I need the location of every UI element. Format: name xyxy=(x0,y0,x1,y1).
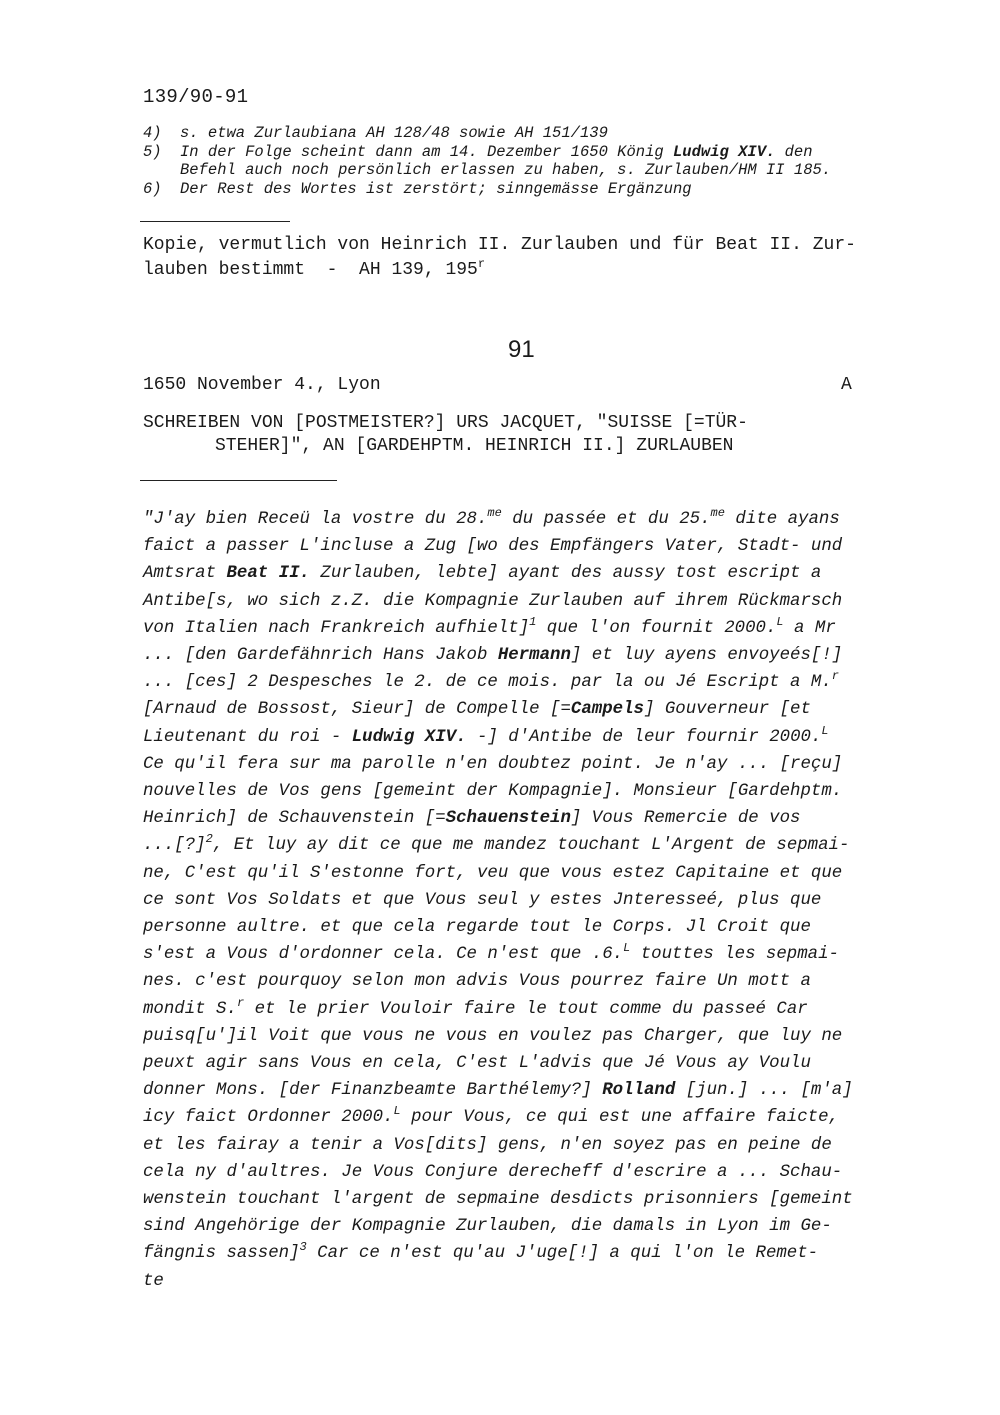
body-line xyxy=(143,1132,933,1159)
body-line xyxy=(143,696,933,723)
text-segment: nes. c'est pourquoy selon mon advis Vous pourrez faire Un mott a xyxy=(143,972,811,992)
source-line-2 xyxy=(143,258,856,283)
footnote-text: Befehl auch noch persönlich erlassen zu haben, s. Zurlauben/HM II 185. xyxy=(180,161,832,180)
body-line xyxy=(143,996,933,1023)
body-line xyxy=(143,1159,933,1186)
text-segment: personne aultre. et que cela regarde tout le Corps. Jl Croit que xyxy=(143,918,811,938)
superscript: me xyxy=(710,506,725,520)
body-line xyxy=(143,914,933,941)
body-line xyxy=(143,560,933,587)
body-line xyxy=(143,778,933,805)
body-line xyxy=(143,860,933,887)
body-line xyxy=(143,1213,933,1240)
body-line xyxy=(143,1268,933,1295)
text-segment: icy faict Ordonner 2000. xyxy=(143,1108,394,1128)
body-line xyxy=(143,1104,933,1131)
bold-name: Campels xyxy=(570,700,644,720)
body-line xyxy=(143,887,933,914)
body-line xyxy=(143,1240,933,1267)
footnote-number: 5) xyxy=(143,142,162,161)
body-line xyxy=(143,1050,933,1077)
text-segment: ...[?] xyxy=(143,836,206,856)
superscript: me xyxy=(487,506,502,520)
text-segment: cela ny d'aultres. Je Vous Conjure derecheff d'escrire a ... Schau- xyxy=(143,1162,843,1182)
superscript: r xyxy=(831,669,839,684)
text-segment: "J'ay bien Receü la vostre du 28. xyxy=(143,510,488,529)
body-line xyxy=(143,805,933,832)
superscript: L xyxy=(776,614,784,629)
text-segment: nouvelles de Vos gens [gemeint der Kompagnie]. Monsieur [Gardehptm. xyxy=(143,782,843,802)
body-line xyxy=(143,669,933,696)
heading-divider xyxy=(140,480,337,481)
body-line xyxy=(143,724,933,751)
text-segment: et le prier Vouloir faire le tout comme du passeé Car xyxy=(244,999,808,1019)
text-segment: ce sont Vos Soldats et que Vous seul y estes Jnteresseé, plus que xyxy=(143,890,822,910)
text-segment: peuxt agir sans Vous en cela, C'est L'advis que Jé Vous ay Voulu xyxy=(143,1054,811,1074)
text-segment: fängnis sassen] xyxy=(143,1244,300,1264)
text-segment: -] d'Antibe de leur fournir 2000. xyxy=(466,727,822,747)
text-segment: du passée et du 25. xyxy=(501,510,711,529)
footnote-number: 4) xyxy=(143,124,162,142)
text-segment: Amtsrat xyxy=(143,564,227,584)
superscript: 3 xyxy=(299,1240,307,1255)
text-segment: ] Gouverneur [et xyxy=(643,700,811,720)
footnote-text xyxy=(180,143,943,162)
text-segment: puisq[u']il Voit que vous ne vous en voulez pas Charger, que luy ne xyxy=(143,1026,843,1046)
folio-superscript: r xyxy=(477,257,486,271)
document-number: 91 xyxy=(508,336,535,363)
footnote-4 xyxy=(143,124,943,143)
text-segment: te xyxy=(143,1271,164,1291)
source-note xyxy=(143,233,856,283)
footnote-divider xyxy=(140,221,290,222)
body-line xyxy=(143,506,933,533)
bold-name: Schauenstein xyxy=(445,809,571,829)
heading-line-2: STEHER]", AN [GARDEHPTM. HEINRICH II.] ZURLAUBEN xyxy=(215,436,734,456)
body-line xyxy=(143,615,933,642)
text-segment: Zurlauben, lebte] ayant des aussy tost escript a xyxy=(310,564,822,584)
text-segment: wenstein touchant l'argent de sepmaine desdicts prisonniers [gemeint xyxy=(143,1190,853,1210)
body-line xyxy=(143,751,933,778)
bold-name: Rolland xyxy=(602,1081,676,1101)
heading-line-1: SCHREIBEN VON [POSTMEISTER?] URS JACQUET, "SUISSE [=TÜR- xyxy=(143,413,748,433)
text-segment: donner Mons. [der Finanzbeamte Barthélemy?] xyxy=(143,1081,603,1101)
text-segment: faict a passer L'incluse a Zug [wo des Empfängers Vater, Stadt- und xyxy=(143,537,843,557)
text-segment: que l'on fournit 2000. xyxy=(536,618,777,638)
superscript: 1 xyxy=(529,614,537,629)
footnote-text: Der Rest des Wortes ist zerstört; sinngemässe Ergänzung xyxy=(180,179,692,198)
document-heading xyxy=(143,412,748,458)
text-segment: ... [ces] 2 Despesches le 2. de ce mois. par la ou Jé Escript a M. xyxy=(143,673,832,693)
text-segment: Antibe[s, wo sich z.Z. die Kompagnie Zurlauben auf ihrem Rückmarsch xyxy=(143,591,843,611)
text-segment: pour Vous, ce qui est une affaire faicte, xyxy=(400,1108,839,1128)
body-line xyxy=(143,588,933,615)
page-header: 139/90-91 xyxy=(143,86,249,108)
text-segment: Heinrich] de Schauvenstein [= xyxy=(143,809,446,829)
text-segment: Car ce n'est qu'au J'uge[!] a qui l'on le Remet- xyxy=(306,1244,819,1264)
text-segment: , Et luy ay dit ce que me mandez touchant L'Argent de sepmai- xyxy=(212,836,850,856)
body-line xyxy=(143,642,933,669)
text-segment: et les fairay a tenir a Vos[dits] gens, n'en soyez pas en peine de xyxy=(143,1135,832,1155)
body-line xyxy=(143,941,933,968)
footnote-6 xyxy=(143,180,943,199)
letter-mark: A xyxy=(841,375,852,395)
text-segment: s'est a Vous d'ordonner cela. Ce n'est que .6. xyxy=(143,945,624,965)
superscript: r xyxy=(236,995,245,1010)
text-segment: von Italien nach Frankreich aufhielt] xyxy=(143,618,530,638)
superscript: L xyxy=(393,1104,401,1119)
bold-name: Beat II. xyxy=(226,564,310,584)
text-segment: [jun.] ... [m'a] xyxy=(675,1081,853,1101)
superscript: 2 xyxy=(205,832,213,847)
footnote-number: 6) xyxy=(143,179,162,198)
text-segment: touttes les sepmai- xyxy=(630,945,839,965)
footnote-text-part: In der Folge scheint dann am 14. Dezember 1650 König xyxy=(180,142,673,161)
footnote-text-part: den xyxy=(775,142,813,161)
source-line-1: Kopie, vermutlich von Heinrich II. Zurlauben und für Beat II. Zur- xyxy=(143,235,856,255)
text-segment: ne, C'est qu'il S'estonne fort, veu que vous estez Capitaine et que xyxy=(143,863,843,883)
text-segment: dite ayans xyxy=(724,510,840,529)
text-segment: mondit S. xyxy=(143,999,237,1019)
text-segment: ] Vous Remercie de vos xyxy=(570,809,801,829)
body-line xyxy=(143,1186,933,1213)
body-line xyxy=(143,1077,933,1104)
text-segment: a Mr xyxy=(783,618,836,638)
bold-name: Hermann xyxy=(497,646,571,666)
source-reference: lauben bestimmt - AH 139, 195 xyxy=(143,260,478,280)
text-segment: sind Angehörige der Kompagnie Zurlauben, die damals in Lyon im Ge- xyxy=(143,1217,832,1237)
body-line xyxy=(143,1023,933,1050)
footnote-5 xyxy=(143,143,943,162)
footnote-5-continuation xyxy=(143,161,943,180)
text-segment: ... [den Gardefähnrich Hans Jakob xyxy=(143,646,498,666)
body-line xyxy=(143,832,933,859)
letter-body xyxy=(143,506,933,1295)
text-segment: [Arnaud de Bossost, Sieur] de Compelle [= xyxy=(143,700,571,720)
footnote-text: s. etwa Zurlaubiana AH 128/48 sowie AH 151/139 xyxy=(180,124,608,142)
text-segment: ] et luy ayens envoyeés[!] xyxy=(570,646,843,666)
dateline: 1650 November 4., Lyon xyxy=(143,375,381,395)
bold-name: Ludwig XIV. xyxy=(351,727,467,747)
text-segment: Ce qu'il fera sur ma parolle n'en doubtez point. Je n'ay ... [reçu] xyxy=(143,754,843,774)
body-line xyxy=(143,533,933,560)
footnote-bold-name: Ludwig XIV. xyxy=(672,142,776,161)
superscript: L xyxy=(821,723,829,738)
footnotes xyxy=(143,124,943,198)
body-line xyxy=(143,968,933,995)
superscript: L xyxy=(623,941,631,956)
text-segment: Lieutenant du roi - xyxy=(143,727,352,747)
